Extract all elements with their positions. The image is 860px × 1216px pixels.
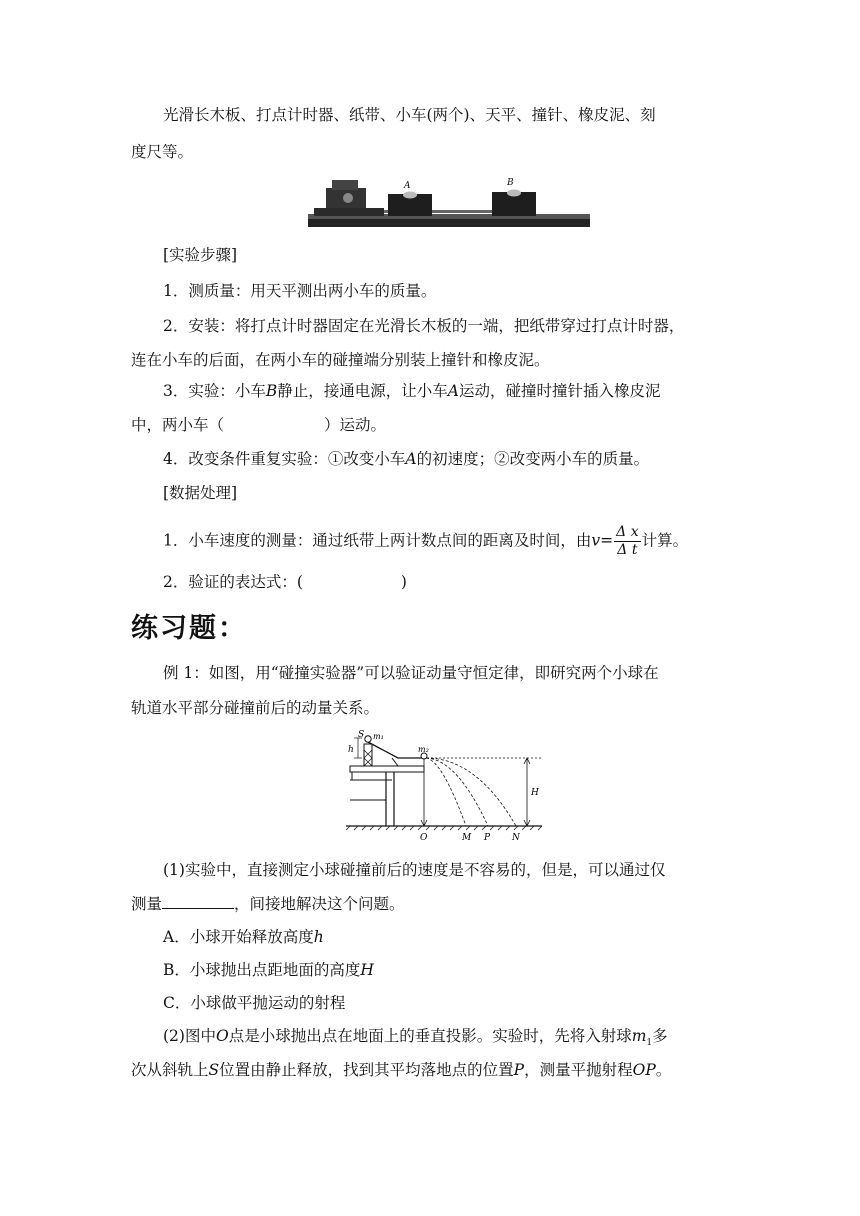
- intro-line-1: 光滑长木板、打点计时器、纸带、小车(两个)、天平、撞针、橡皮泥、刻: [163, 106, 656, 124]
- answer-blank-q1[interactable]: [162, 894, 234, 909]
- collision-apparatus-diagram: [342, 728, 547, 846]
- step-2-line-2: 连在小车的后面，在两小车的碰撞端分别装上撞针和橡皮泥。: [131, 351, 550, 369]
- board: [308, 218, 590, 227]
- q2-line-2: 次从斜轨上S位置由静止释放，找到其平均落地点的位置P，测量平抛射程OP。: [131, 1061, 672, 1079]
- carts-photo: [308, 174, 590, 228]
- cart-a: [388, 192, 432, 217]
- q1-option-a[interactable]: A．小球开始释放高度h: [163, 928, 324, 946]
- label-m2: m₂: [418, 745, 429, 754]
- data-title: [数据处理]: [163, 484, 238, 502]
- step-1: 1．测质量：用天平测出两小车的质量。: [163, 282, 437, 300]
- label-o: O: [420, 833, 428, 843]
- label-big-h: H: [531, 788, 539, 798]
- label-n: N: [512, 833, 520, 843]
- label-s: S: [358, 730, 365, 740]
- steps-title: [实验步骤]: [163, 246, 238, 264]
- example-1-line-2: 轨道水平部分碰撞前后的动量关系。: [131, 699, 380, 717]
- q1-option-b[interactable]: B．小球抛出点距地面的高度H: [163, 961, 374, 979]
- exercise-heading: 练习题：: [131, 613, 247, 644]
- step-2-line-1: 2．安装：将打点计时器固定在光滑长木板的一端，把纸带穿过打点计时器，: [163, 317, 685, 335]
- data-1: 1．小车速度的测量：通过纸带上两计数点间的距离及时间，由v= $\frac{\text{Δ x}}{\text{Δ t}}$ 计算。: [163, 524, 689, 558]
- q2-line-1: (2)图中O点是小球抛出点在地面上的垂直投影。实验时，先将入射球$m_1$多: [163, 1027, 668, 1049]
- step-3-line-1: 3．实验：小车B静止，接通电源，让小车A运动，碰撞时撞针插入橡皮泥: [163, 382, 661, 400]
- q1-line-2: 测量 ，间接地解决这个问题。: [131, 895, 405, 913]
- q1-line-1: (1)实验中，直接测定小球碰撞前后的速度是不容易的，但是，可以通过仅: [163, 861, 666, 879]
- intro-line-2: 度尺等。: [131, 143, 194, 161]
- label-p: P: [484, 833, 491, 843]
- label-h: h: [348, 745, 354, 755]
- example-1-line-1: 例 1：如图，用“碰撞实验器”可以验证动量守恒定律，即研究两个小球在: [163, 664, 659, 682]
- step-4: 4．改变条件重复实验：①改变小车A的初速度；②改变两小车的质量。: [163, 450, 650, 468]
- label-m: M: [462, 833, 472, 843]
- velocity-fraction: $\frac{\text{Δ x}}{\text{Δ t}}$: [616, 524, 639, 558]
- label-m1: m₁: [373, 732, 384, 741]
- q1-option-c[interactable]: C．小球做平抛运动的射程: [163, 994, 346, 1012]
- timer: [314, 180, 384, 216]
- cart-a-label: A: [404, 181, 411, 191]
- cart-b: [492, 190, 536, 217]
- data-2: 2．验证的表达式：( ): [163, 573, 407, 591]
- cart-b-label: B: [507, 178, 514, 188]
- step-3-line-2: 中，两小车（ ）运动。: [131, 416, 387, 434]
